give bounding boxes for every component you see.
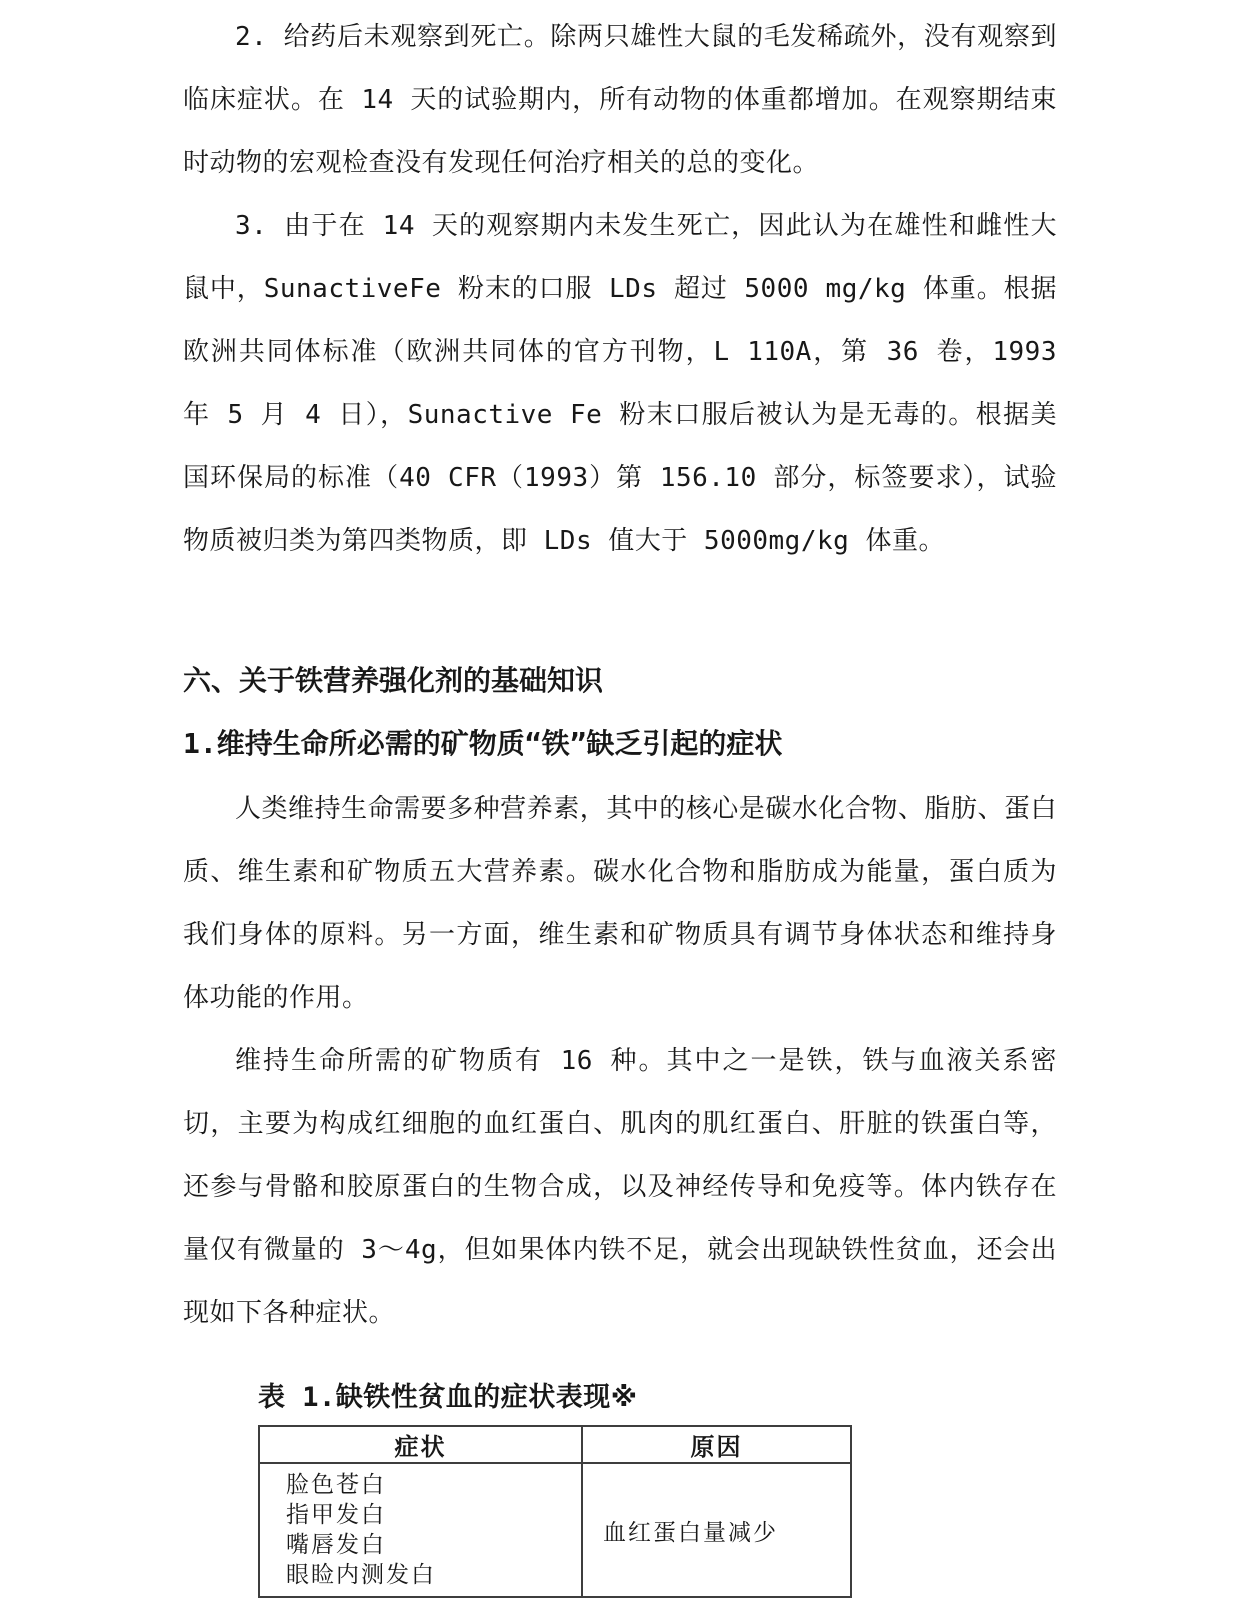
- symptom-item-pale-lips: 嘴唇发白: [286, 1532, 386, 1558]
- table-header-row: [259, 1426, 851, 1463]
- sub-heading-iron-deficiency-symptoms: 1.维持生命所必需的矿物质“铁”缺乏引起的症状: [183, 727, 783, 760]
- paragraph-five-nutrients: 人类维持生命需要多种营养素，其中的核心是碳水化合物、脂肪、蛋白质、维生素和矿物质五大营养素。碳水化合物和脂肪成为能量，蛋白质为我们身体的原料。另一方面，维生素和矿物质具有调节身体状态和维持身体功能的作用。: [183, 794, 1057, 1013]
- symptom-item-pale-face: 脸色苍白: [286, 1472, 386, 1498]
- symptoms-cell: [259, 1463, 582, 1597]
- cause-cell: 血红蛋白量减少: [582, 1463, 851, 1597]
- paragraph-toxicity-observation: 2. 给药后未观察到死亡。除两只雄性大鼠的毛发稀疏外，没有观察到临床症状。在 14 天的试验期内，所有动物的体重都增加。在观察期结束时动物的宏观检查没有发现任何治疗相关的总的变化。: [183, 22, 1057, 178]
- paragraph-minerals-iron-role: 维持生命所需的矿物质有 16 种。其中之一是铁，铁与血液关系密切，主要为构成红细胞的血红蛋白、肌肉的肌红蛋白、肝脏的铁蛋白等，还参与骨骼和胶原蛋白的生物合成，以及神经传导和免疫等。体内铁存在量仅有微量的 3～4g，但如果体内铁不足，就会出现缺铁性贫血，还会出现如下各种症状。: [183, 1046, 1057, 1328]
- table-header-cause: 原因: [582, 1426, 851, 1463]
- section-heading-iron-fortifier-basics: 六、关于铁营养强化剂的基础知识: [183, 664, 604, 697]
- table-row: [259, 1463, 851, 1597]
- table-title: 表 1.缺铁性贫血的症状表现※: [258, 1382, 638, 1413]
- table-header-symptom: 症状: [259, 1426, 582, 1463]
- symptom-table: [258, 1425, 852, 1598]
- symptom-item-pale-eyelids: 眼睑内测发白: [286, 1562, 436, 1588]
- symptom-item-pale-nails: 指甲发白: [286, 1502, 386, 1528]
- paragraph-ld50-conclusion: 3. 由于在 14 天的观察期内未发生死亡，因此认为在雄性和雌性大鼠中，SunactiveFe 粉末的口服 LDs 超过 5000 mg/kg 体重。根据欧洲共同体标准（欧洲共同体的官方刊物，L 110A，第 36 卷，1993 年 5 月 4 日），Sunactive Fe 粉末口服后被认为是无毒的。根据美国环保局的标准（40 CFR（1993）第 156.10 部分，标签要求），试验物质被归类为第四类物质，即 LDs 值大于 5000mg/kg 体重。: [183, 211, 1057, 556]
